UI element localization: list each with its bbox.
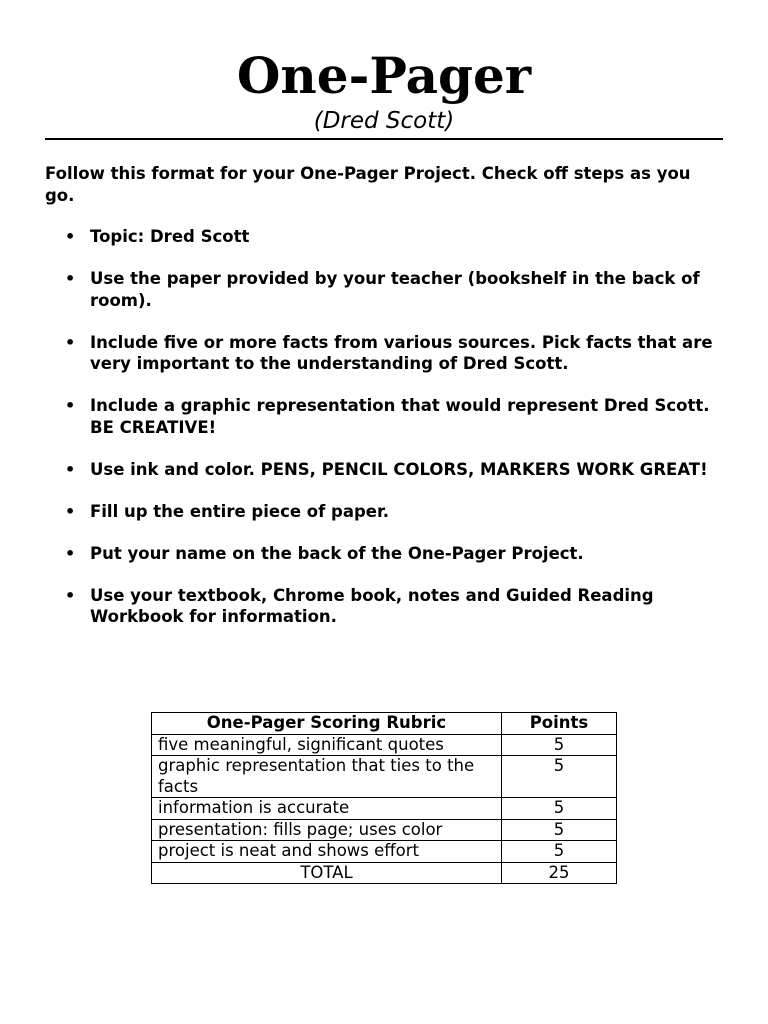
total-points: 25 [502,862,617,884]
criterion-cell: project is neat and shows effort [152,841,502,863]
criterion-cell: presentation: fills page; uses color [152,819,502,841]
bullet-icon: • [65,332,76,352]
bullet-icon: • [65,543,76,563]
step-text: Topic: Dred Scott [90,227,250,246]
step-name [45,543,735,565]
scoring-rubric-table [151,712,617,884]
step-text: Include a graphic representation that would represent Dred Scott. BE CREATIVE! [90,396,710,437]
bullet-icon: • [65,227,76,246]
step-text: Use your textbook, Chrome book, notes and Guided Reading Workbook for information. [90,585,654,626]
points-cell: 5 [502,798,617,820]
step-facts [45,332,735,375]
instructions-intro: Follow this format for your One-Pager Project. Check off steps as you go. [45,164,691,205]
table-row [152,734,617,756]
criterion-cell: information is accurate [152,798,502,820]
page-subtitle: (Dred Scott) [313,108,455,134]
step-text: Use the paper provided by your teacher (bookshelf in the back of room). [90,269,700,310]
criterion-cell: five meaningful, significant quotes [152,734,502,756]
step-paper [45,268,735,311]
step-text: Include five or more facts from various sources. Pick facts that are very important to the understanding of Dred Scott. [90,332,713,373]
table-row [152,798,617,820]
step-topic [45,226,735,248]
step-graphic [45,395,735,438]
step-text: Put your name on the back of the One-Pager Project. [90,543,584,563]
page-title: One-Pager [236,46,532,105]
points-cell: 5 [502,756,617,798]
steps-list [45,226,735,648]
step-fill [45,501,735,523]
table-row [152,841,617,863]
points-cell: 5 [502,841,617,863]
bullet-icon: • [65,396,76,415]
title-divider [45,138,723,140]
table-row [152,819,617,841]
bullet-icon: • [65,269,76,288]
points-header: Points [502,713,617,735]
rubric-header: One-Pager Scoring Rubric [152,713,502,735]
step-resources [45,585,735,628]
table-row [152,756,617,798]
total-row [152,862,617,884]
bullet-icon: • [65,585,76,605]
step-text: Fill up the entire piece of paper. [90,501,390,521]
total-label: TOTAL [152,862,502,884]
step-text: Use ink and color. PENS, PENCIL COLORS, MARKERS WORK GREAT! [90,459,708,479]
criterion-cell: graphic representation that ties to the facts [152,756,502,798]
points-cell: 5 [502,819,617,841]
table-header-row [152,713,617,735]
step-color [45,459,735,481]
bullet-icon: • [65,501,76,521]
bullet-icon: • [65,459,76,479]
points-cell: 5 [502,734,617,756]
